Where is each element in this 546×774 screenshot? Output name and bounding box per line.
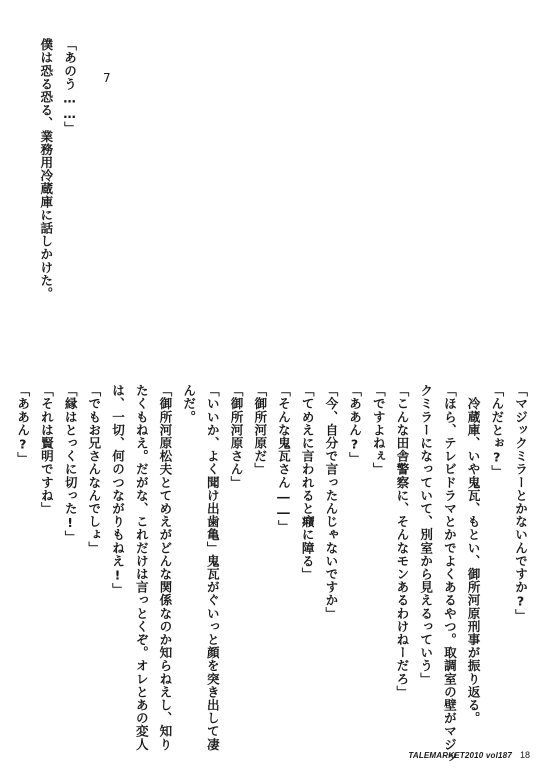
- text-line: 「いいか、よく聞け出歯亀」鬼瓦がぐいっと顔を突き出して凄: [204, 384, 220, 751]
- text-line: 「縁はとっくに切った!」: [62, 384, 78, 544]
- text-line: 「ですよねぇ」: [370, 384, 386, 476]
- text-line: 「マジックミラーとかないんですか?」: [513, 384, 528, 623]
- chapter-number: 7: [103, 71, 111, 85]
- text-line: は、一切、何のつながりもねえ!」: [110, 384, 126, 596]
- text-line: 「御所河原さん」: [228, 384, 244, 489]
- text-line: 「今、自分で言ったんじゃないですか」: [323, 384, 339, 620]
- text-line: 「こんな田舎警察に、そんなモンあるわけねーだろ」: [394, 384, 410, 699]
- text-line: 「御所河原松夫とてめえがどんな関係なのか知らねえし、知り: [157, 384, 173, 751]
- text-line: 「それは賢明ですね」: [38, 384, 54, 515]
- text-line: 「でもお兄さんなんでしょ」: [86, 384, 102, 555]
- main-text-block: [11, 384, 532, 764]
- text-line: 「御所河原だ」: [252, 384, 268, 476]
- text-line: 僕は恐る恐る、業務用冷蔵庫に話しかけた。: [38, 38, 54, 300]
- text-line: 「ほら、テレビドラマとかでよくあるやつ。取調室の壁がマジッ: [441, 384, 457, 764]
- text-line: 「ああん?」: [347, 384, 363, 465]
- opening-text-block: [34, 38, 81, 300]
- magazine-name: TALEMARKET2010 vol187: [408, 751, 512, 760]
- text-line: たくもねえ。だがな、これだけは言っとくぞ。オレとあの変人: [133, 384, 149, 751]
- text-line: クミラーになっていて、別室から見えるっていう」: [418, 384, 434, 686]
- text-line: 「そんな鬼瓦さん――」: [275, 384, 291, 533]
- page-footer: [408, 751, 530, 760]
- text-line: 冷蔵庫、いや鬼瓦、もとい、御所河原刑事が振り返る。: [465, 384, 481, 725]
- text-line: 「てめえに言われると癪に障る」: [299, 384, 315, 581]
- page-number: 18: [519, 750, 530, 760]
- text-line: 「ああん?」: [15, 384, 31, 465]
- text-line: 「んだとぉ?」: [489, 384, 505, 479]
- text-line: 「あのう……」: [62, 38, 77, 135]
- text-line: んだ。: [181, 384, 197, 424]
